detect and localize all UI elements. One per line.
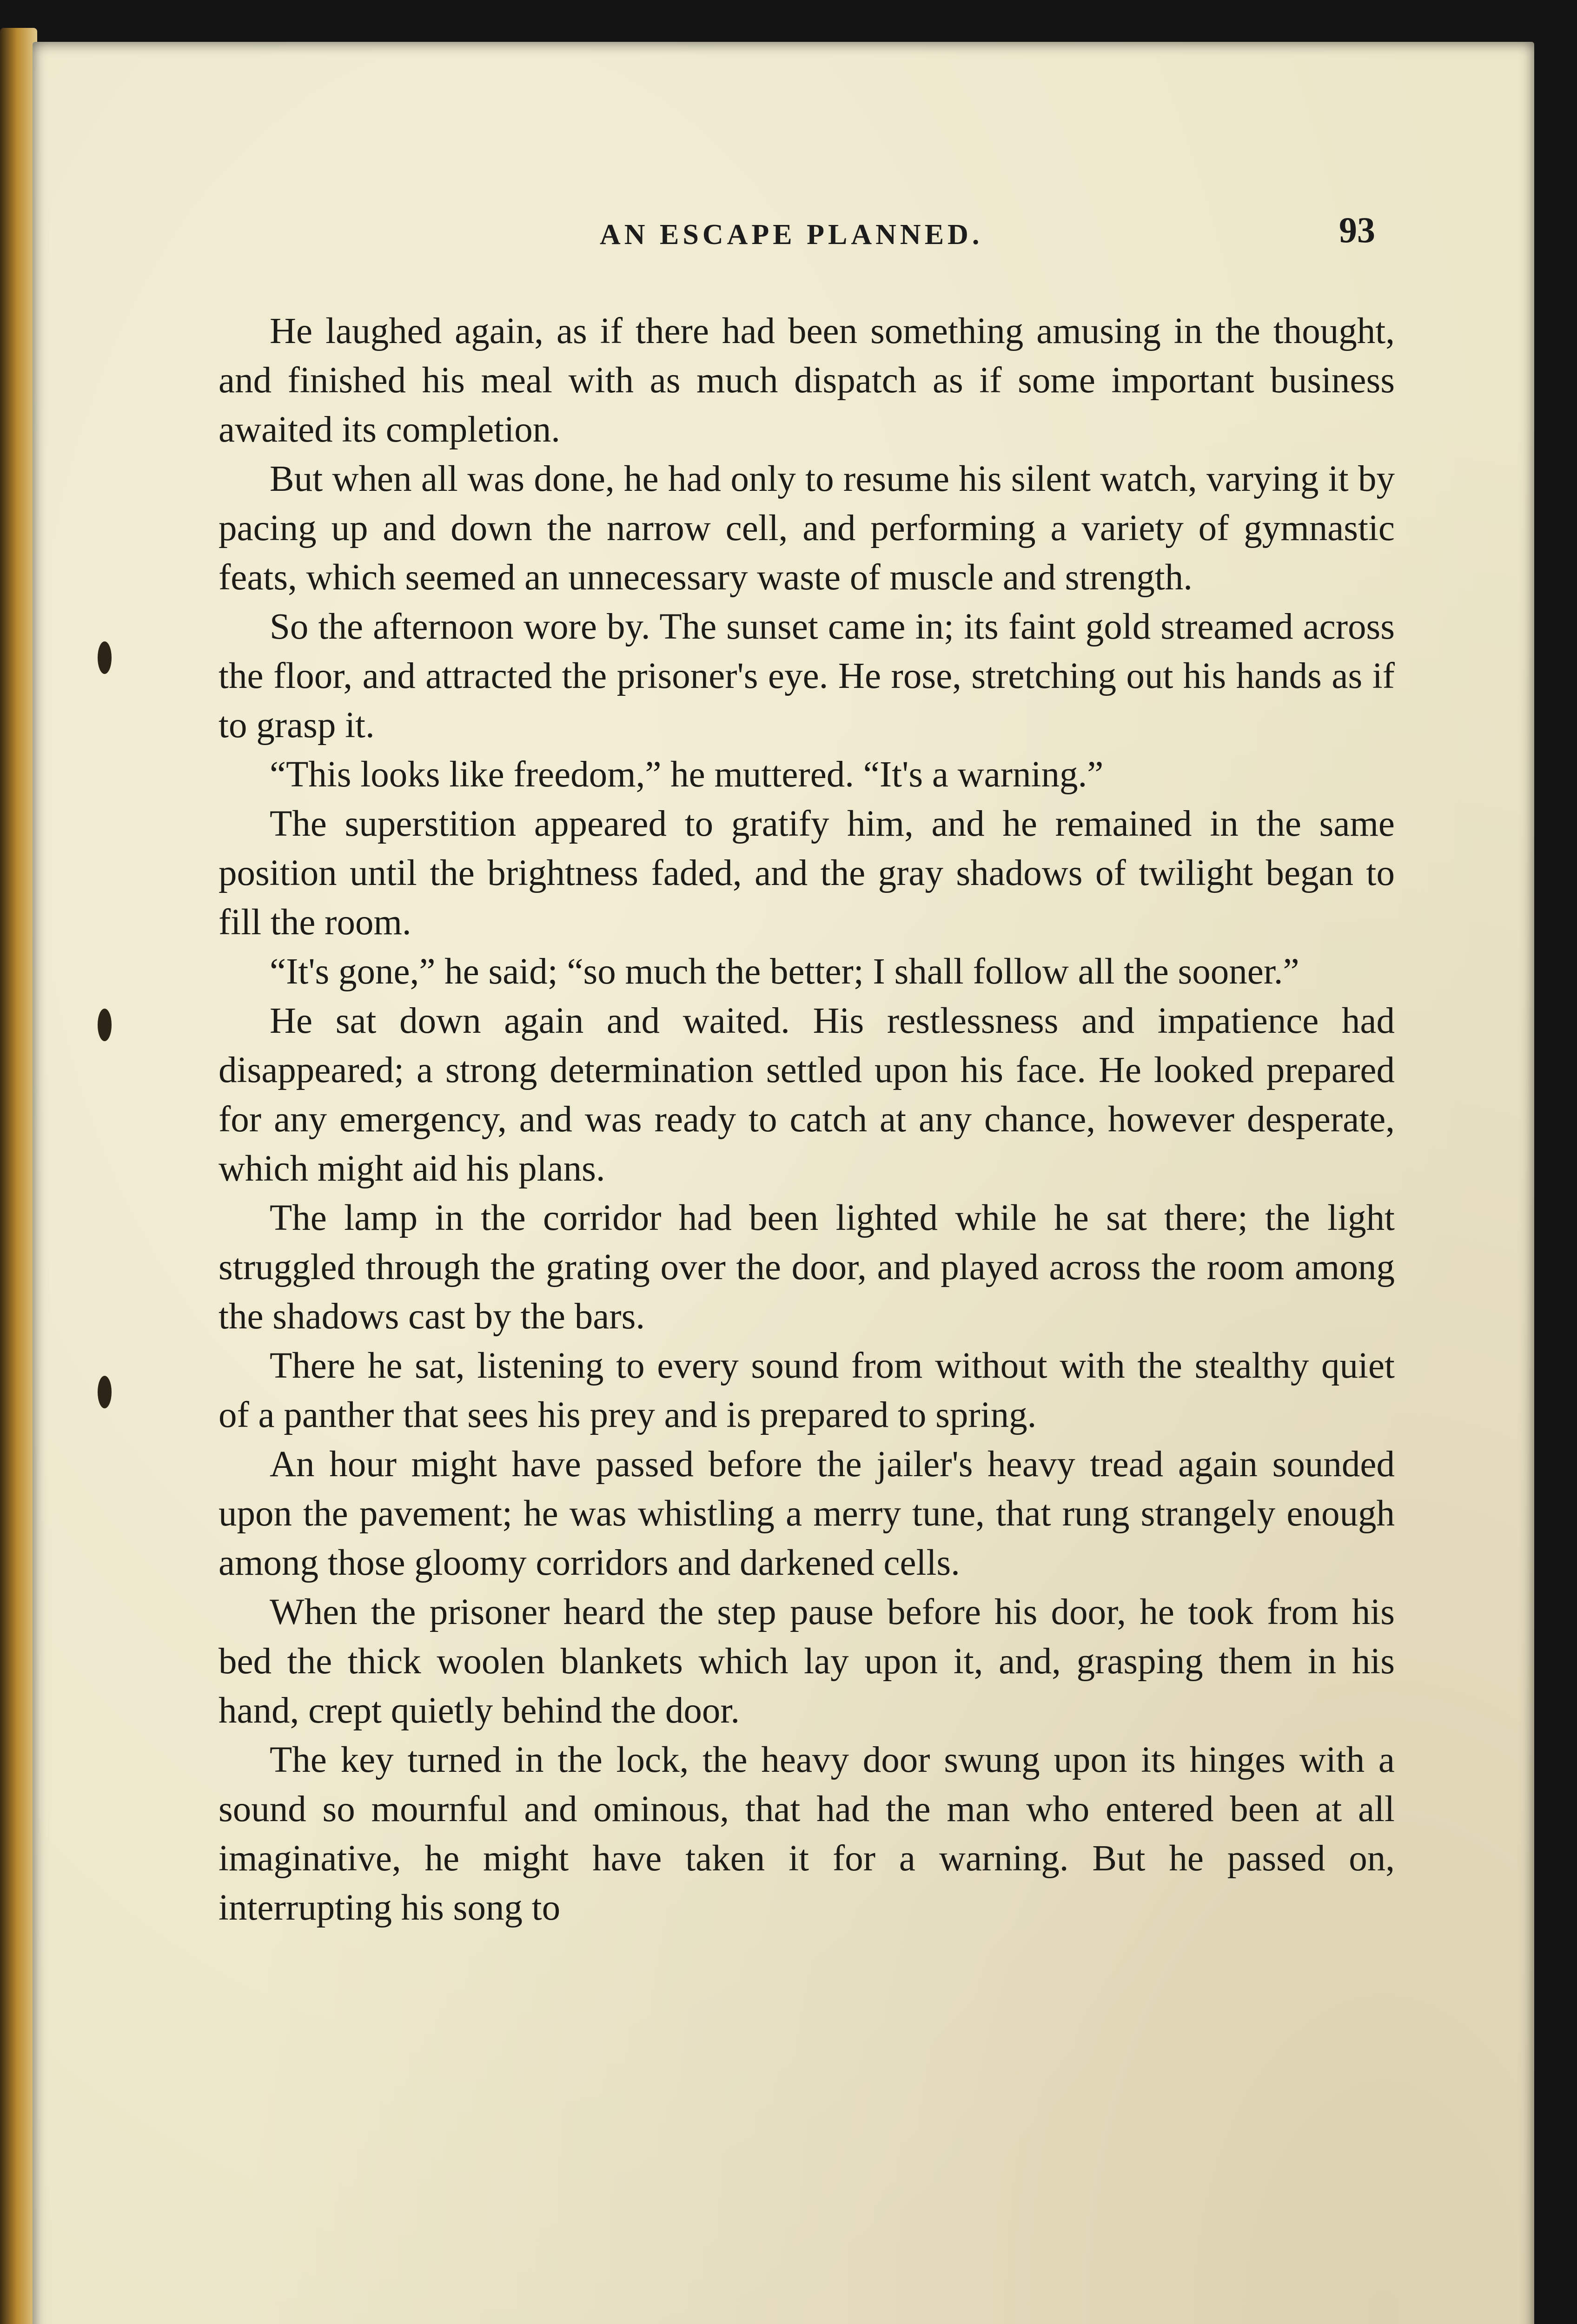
running-head: AN ESCAPE PLANNED.: [600, 219, 983, 251]
page-number: 93: [1339, 210, 1375, 250]
book-page: [33, 42, 1534, 2324]
paragraph: So the afternoon wore by. The sunset came in; its faint gold streamed across the floor, and attracted the prisoner's eye. He rose, stretching out his hands as if to grasp it.: [219, 607, 1395, 746]
paragraph: An hour might have passed before the jailer's heavy tread again sounded upon the pavement; he was whistling a merry tune, that rung strangely enough among those gloomy corridors and darkened cells.: [219, 1444, 1395, 1583]
paragraph: But when all was done, he had only to resume his silent watch, varying it by pacing up and down the narrow cell, and performing a variety of gymnastic feats, which seemed an unnecessary waste of muscle and strength.: [219, 459, 1395, 598]
paragraph: The key turned in the lock, the heavy door swung upon its hinges with a sound so mournful and ominous, that had the man who entered been at all imaginative, he might have taken it for a warning. But he passed on, interrupting his song to: [219, 1740, 1395, 1928]
binding-hole-icon: [98, 1376, 112, 1408]
paragraph: He laughed again, as if there had been something amusing in the thought, and finished his meal with as much dispatch as if some important business awaited its completion.: [219, 311, 1395, 450]
binding-hole-icon: [98, 641, 112, 674]
paragraph: “It's gone,” he said; “so much the better; I shall follow all the sooner.”: [270, 951, 1299, 992]
paragraph: When the prisoner heard the step pause before his door, he took from his bed the thick woolen blankets which lay upon it, and, grasping them in his hand, crept quietly behind the door.: [219, 1592, 1395, 1731]
paragraph: “This looks like freedom,” he muttered. “It's a warning.”: [270, 754, 1104, 795]
binding-hole-icon: [98, 1009, 112, 1041]
paragraph: The lamp in the corridor had been lighted while he sat there; the light struggled through the grating over the door, and played across the room among the shadows cast by the bars.: [219, 1198, 1395, 1337]
book-spine-edge: [0, 28, 37, 2324]
paragraph: The superstition appeared to gratify him, and he remained in the same position until the brightness faded, and the gray shadows of twilight began to fill the room.: [219, 804, 1395, 943]
body-text: [219, 307, 1395, 1933]
paragraph: There he sat, listening to every sound from without with the stealthy quiet of a panther that sees his prey and is prepared to spring.: [219, 1346, 1395, 1435]
paragraph: He sat down again and waited. His restlessness and impatience had disappeared; a strong determination settled upon his face. He looked prepared for any emergency, and was ready to catch at any chance, however desperate, which might aid his plans.: [219, 1001, 1395, 1189]
